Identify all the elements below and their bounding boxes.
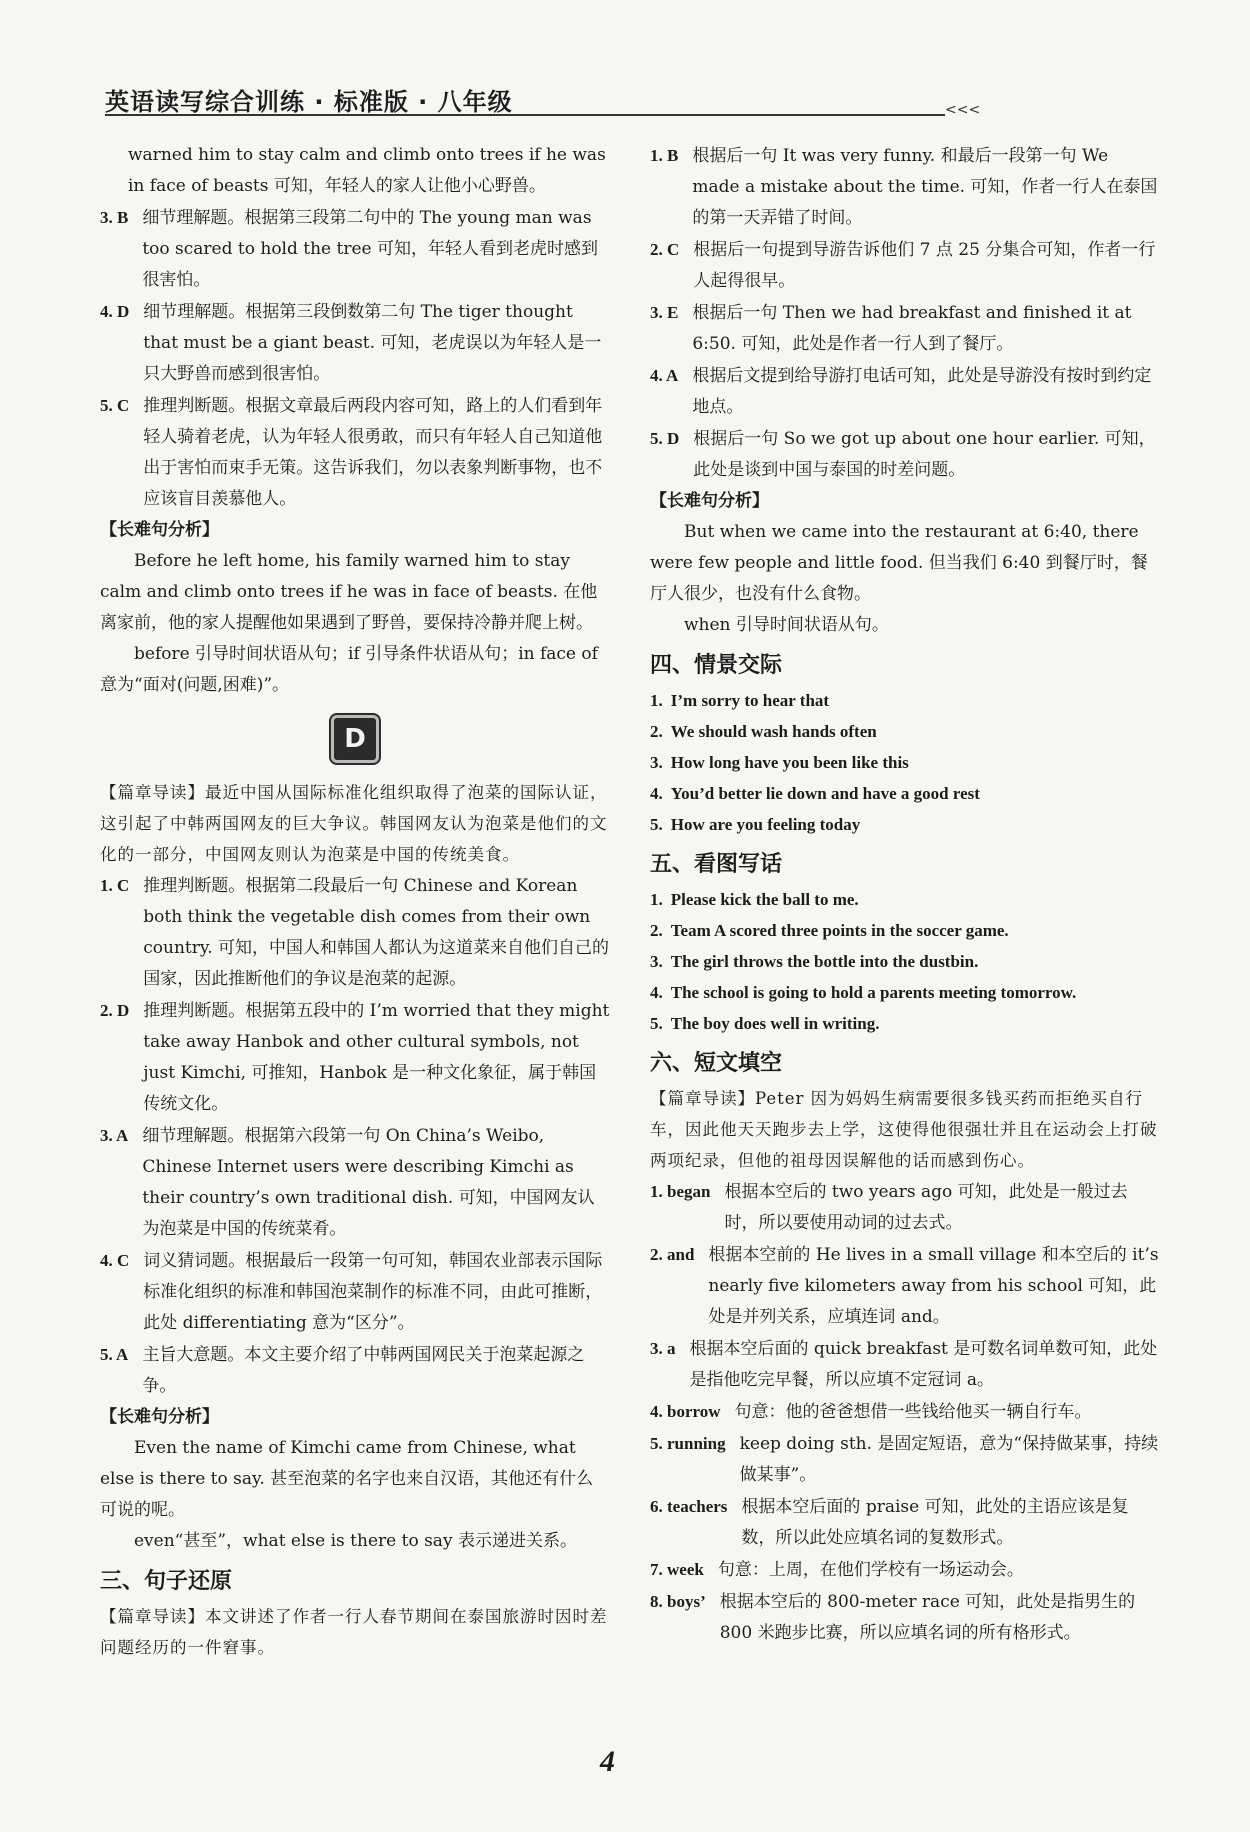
section-heading: 六、短文填空 [650,1051,783,1076]
answer-label: 4. borrow [650,1402,721,1421]
answer-text: 细节理解题。根据第三段第二句中的 The young man was too scared to hold the tree 可知，年轻人看到老虎时感到很害怕。 [142,208,599,290]
answer-label: 1. C [100,876,130,895]
answer-item [650,1491,1160,1554]
answer-label: 4. C [100,1251,130,1270]
picture-answer [650,884,1160,915]
answer-number: 4. [650,983,663,1002]
long-sentence-text: Before he left home, his family warned him to stay calm and climb onto trees if he was in face of beasts. 在他离家前，他的家人提醒他如果遇到了野兽，要保持冷静并爬上树。 [100,551,598,633]
answer-number: 5. [650,815,663,834]
right-column [650,140,1160,1649]
answer-text: 根据本空后面的 praise 可知，此处的主语应该是复数，所以此处应填名词的复数形式。 [741,1497,1129,1548]
answer-label: 8. boys’ [650,1592,706,1611]
long-sentence-heading: 【长难句分析】 [100,1407,219,1427]
answer-label: 7. week [650,1560,704,1579]
answer-item [100,1120,610,1245]
answer-item [650,1239,1160,1333]
page-number: 4 [600,1745,615,1778]
dialogue-answer [650,747,1160,778]
answer-label: 6. teachers [650,1497,728,1516]
answer-number: 3. [650,952,663,971]
answer-label: 5. C [100,396,130,415]
answer-sentence: We should wash hands often [670,722,877,741]
answer-sentence: The school is going to hold a parents meeting tomorrow. [670,983,1077,1002]
answer-label: 2. and [650,1245,695,1264]
header-arrows-icon: <<< [945,102,981,118]
left-column [100,140,610,1663]
section-heading: 三、句子还原 [100,1569,233,1594]
answer-sentence: You’d better lie down and have a good rest [670,784,980,803]
long-sentence-note: before 引导时间状语从句；if 引导条件状语从句；in face of 意为“面对(问题,困难)”。 [100,644,598,695]
answer-label: 1. B [650,146,679,165]
answer-sentence: Please kick the ball to me. [670,890,859,909]
answer-label: 4. D [100,302,130,321]
answer-sentence: How long have you been like this [670,753,909,772]
answer-text: 根据后一句 Then we had breakfast and finished it at 6:50. 可知，此处是作者一行人到了餐厅。 [692,303,1132,354]
answer-sentence: Team A scored three points in the soccer game. [670,921,1009,940]
picture-answer [650,946,1160,977]
answer-item [100,296,610,390]
answer-text: 根据后一句 It was very funny. 和最后一段第一句 We made a mistake about the time. 可知，作者一行人在泰国的第一天弄错了时间。 [692,146,1158,228]
book-title: 英语读写综合训练 · 标准版 · 八年级 [105,88,513,116]
picture-answer [650,915,1160,946]
dialogue-answer [650,778,1160,809]
picture-answer [650,977,1160,1008]
answer-text: 句意：上周，在他们学校有一场运动会。 [717,1560,1024,1580]
answer-text: 根据后一句提到导游告诉他们 7 点 25 分集合可知，作者一行人起得很早。 [693,240,1156,291]
answer-number: 1. [650,890,663,909]
answer-item [650,360,1160,423]
long-sentence-note: even“甚至”，what else is there to say 表示递进关系。 [134,1531,577,1551]
answer-item [650,423,1160,486]
answer-text: 根据后一句 So we got up about one hour earlier. 可知，此处是谈到中国与泰国的时差问题。 [693,429,1156,480]
picture-answer [650,1008,1160,1039]
header-rule [105,114,945,116]
answer-label: 5. A [100,1345,129,1364]
answer-text: 推理判断题。根据第二段最后一句 Chinese and Korean both think the vegetable dish comes from their own country. 可知，中国人和韩国人都认为这道菜来自他们自己的国家，因此推断他们的争议是泡菜的起源。 [143,876,610,989]
answer-label: 3. a [650,1339,676,1358]
answer-item [650,1428,1160,1491]
answer-label: 3. A [100,1126,129,1145]
answer-text: 细节理解题。根据第三段倒数第二句 The tiger thought that must be a giant beast. 可知，老虎误以为年轻人是一只大野兽而感到很害怕。 [143,302,602,384]
page-header [105,80,981,120]
answer-number: 3. [650,753,663,772]
answer-sentence: I’m sorry to hear that [670,691,830,710]
long-sentence-heading: 【长难句分析】 [650,491,769,511]
long-sentence-text: Even the name of Kimchi came from Chinese, what else is there to say. 甚至泡菜的名字也来自汉语，其他还有什么可说的呢。 [100,1438,594,1520]
passage-badge-wrap [100,715,610,763]
answer-label: 3. E [650,303,679,322]
answer-text: 句意：他的爸爸想借一些钱给他买一辆自行车。 [734,1402,1092,1422]
answer-item [650,140,1160,234]
answer-text: 根据本空后的 two years ago 可知，此处是一般过去时，所以要使用动词的过去式。 [724,1182,1128,1233]
answer-item [650,297,1160,360]
answer-item [650,1333,1160,1396]
answer-text: 根据本空后面的 quick breakfast 是可数名词单数可知，此处是指他吃完早餐，所以应填不定冠词 a。 [689,1339,1158,1390]
answer-item [650,1554,1160,1586]
passage-intro: 【篇章导读】最近中国从国际标准化组织取得了泡菜的国际认证，这引起了中韩两国网友的巨大争议。韩国网友认为泡菜是他们的文化的一部分，中国网友则认为泡菜是中国的传统美食。 [100,783,608,864]
passage-d-badge-icon: D [331,715,379,763]
answer-item [100,995,610,1120]
long-sentence-heading: 【长难句分析】 [100,520,219,540]
answer-item [650,234,1160,297]
answer-label: 3. B [100,208,129,227]
section-heading: 四、情景交际 [650,653,783,678]
answer-label: 4. A [650,366,679,385]
passage-intro: 【篇章导读】本文讲述了作者一行人春节期间在泰国旅游时因时差问题经历的一件窘事。 [100,1607,608,1657]
answer-text: 根据本空前的 He lives in a small village 和本空后的 it’s nearly five kilometers away from his school 可知，此处是并列关系，应填连词 and。 [708,1245,1159,1327]
long-sentence-note: when 引导时间状语从句。 [684,615,889,635]
answer-label: 2. C [650,240,680,259]
passage-intro: 【篇章导读】Peter 因为妈妈生病需要很多钱买药而拒绝买自行车，因此他天天跑步去上学，这使得他很强壮并且在运动会上打破两项纪录，但他的祖母因误解他的话而感到伤心。 [650,1089,1158,1170]
answer-number: 4. [650,784,663,803]
answer-label: 2. D [100,1001,130,1020]
continued-text: warned him to stay calm and climb onto trees if he was in face of beasts 可知，年轻人的家人让他小心野兽。 [128,145,606,196]
answer-text: 根据后文提到给导游打电话可知，此处是导游没有按时到约定地点。 [692,366,1152,417]
answer-item [100,1245,610,1339]
answer-label: 5. D [650,429,680,448]
answer-number: 2. [650,921,663,940]
answer-item [650,1396,1160,1428]
section-heading: 五、看图写话 [650,852,783,877]
answer-item [100,202,610,296]
answer-sentence: The girl throws the bottle into the dustbin. [670,952,979,971]
answer-text: 细节理解题。根据第六段第一句 On China’s Weibo, Chinese Internet users were describing Kimchi as their country’s own traditional dish. 可知，中国网友认为泡菜是中国的传统菜肴。 [142,1126,595,1239]
dialogue-answer [650,716,1160,747]
answer-sentence: How are you feeling today [670,815,861,834]
answer-number: 2. [650,722,663,741]
answer-number: 5. [650,1014,663,1033]
answer-item [100,870,610,995]
answer-text: 推理判断题。根据第五段中的 I’m worried that they might take away Hanbok and other cultural symbols, not just Kimchi, 可推知，Hanbok 是一种文化象征，属于韩国传统文化。 [143,1001,610,1114]
dialogue-answer [650,685,1160,716]
answer-text: keep doing sth. 是固定短语，意为“保持做某事，持续做某事”。 [739,1434,1159,1485]
answer-sentence: The boy does well in writing. [670,1014,880,1033]
answer-item [650,1586,1160,1649]
answer-text: 主旨大意题。本文主要介绍了中韩两国网民关于泡菜起源之争。 [142,1345,585,1396]
answer-text: 推理判断题。根据文章最后两段内容可知，路上的人们看到年轻人骑着老虎，认为年轻人很勇敢，而只有年轻人自己知道他出于害怕而束手无策。这告诉我们，勿以表象判断事物，也不应该盲目羡慕他人。 [143,396,603,509]
answer-text: 根据本空后的 800-meter race 可知，此处是指男生的 800 米跑步比赛，所以应填名词的所有格形式。 [719,1592,1136,1643]
answer-text: 词义猜词题。根据最后一段第一句可知，韩国农业部表示国际标准化组织的标准和韩国泡菜制作的标准不同，由此可推断，此处 differentiating 意为“区分”。 [143,1251,603,1333]
answer-label: 1. began [650,1182,711,1201]
long-sentence-text: But when we came into the restaurant at 6:40, there were few people and little food. 但当我们 6:40 到餐厅时，餐厅人很少，也没有什么食物。 [650,522,1148,604]
answer-number: 1. [650,691,663,710]
answer-item [650,1176,1160,1239]
answer-item [100,1339,610,1402]
answer-item [100,390,610,515]
dialogue-answer [650,809,1160,840]
answer-label: 5. running [650,1434,726,1453]
